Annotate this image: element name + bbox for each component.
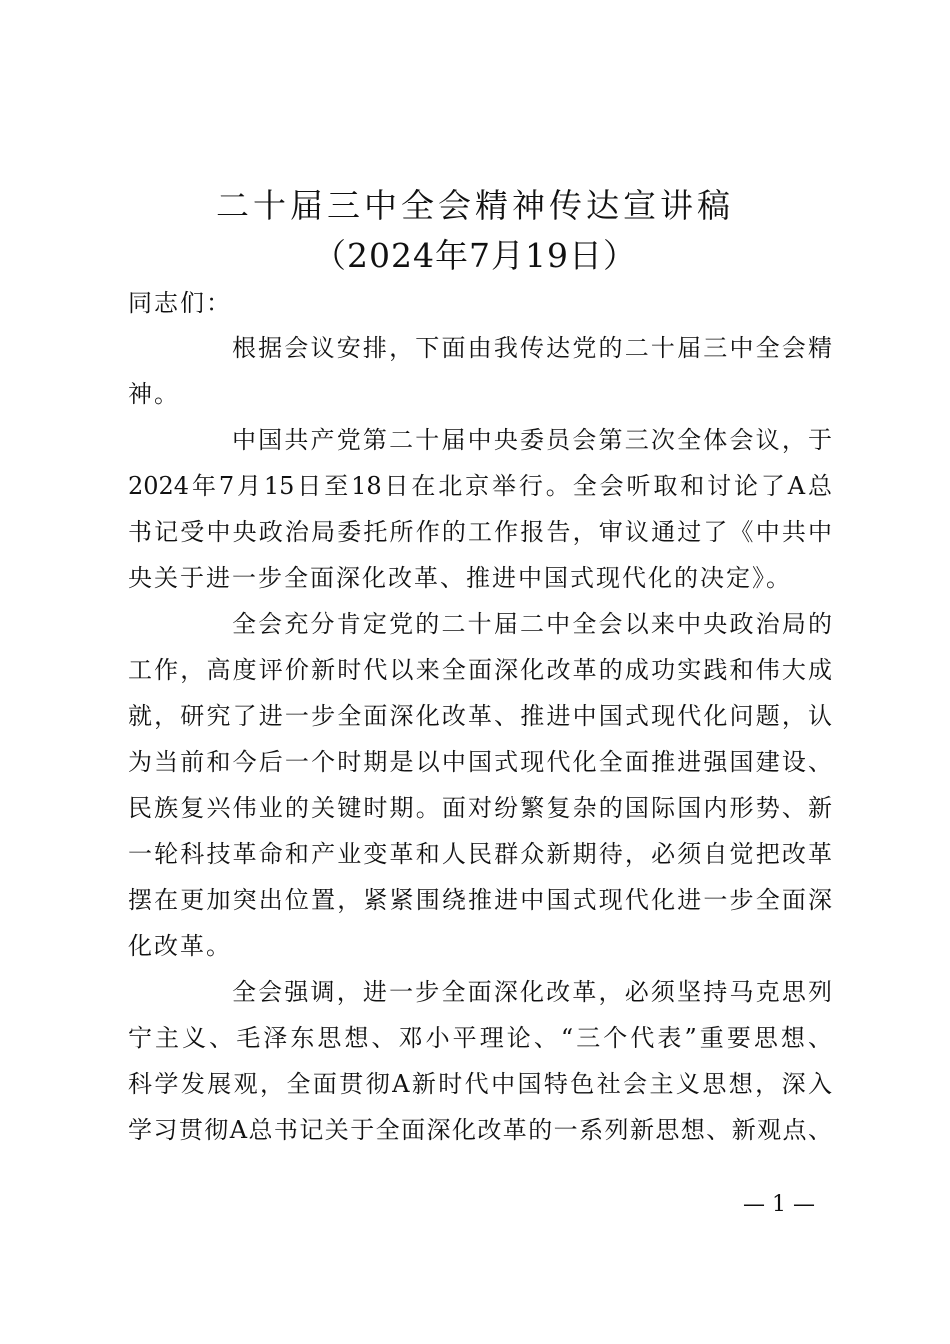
body-line: 书记受中央政治局委托所作的工作报告，审议通过了《中共中 <box>128 518 832 546</box>
body-line: 神。 <box>128 380 180 408</box>
body-line: 民族复兴伟业的关键时期。面对纷繁复杂的国际国内形势、新 <box>128 794 832 822</box>
body-line: 工作，高度评价新时代以来全面深化改革的成功实践和伟大成 <box>128 656 832 684</box>
body-line: 宁主义、毛泽东思想、邓小平理论、“三个代表”重要思想、 <box>128 1024 832 1052</box>
body-line: 一轮科技革命和产业变革和人民群众新期待，必须自觉把改革 <box>128 840 832 868</box>
document-title: 二十届三中全会精神传达宣讲稿 <box>216 186 734 225</box>
body-line: 2024年7月15日至18日在北京举行。全会听取和讨论了A总 <box>128 472 832 500</box>
page-number: — 1 — <box>743 1192 815 1217</box>
body-line: 中国共产党第二十届中央委员会第三次全体会议，于 <box>232 426 832 454</box>
document-date: （2024年7月19日） <box>313 236 637 275</box>
body-line: 学习贯彻A总书记关于全面深化改革的一系列新思想、新观点、 <box>128 1116 832 1144</box>
body-line: 央关于进一步全面深化改革、推进中国式现代化的决定》。 <box>128 564 792 592</box>
body-line: 就，研究了进一步全面深化改革、推进中国式现代化问题，认 <box>128 702 832 730</box>
body-line: 摆在更加突出位置，紧紧围绕推进中国式现代化进一步全面深 <box>128 886 832 914</box>
body-line: 为当前和今后一个时期是以中国式现代化全面推进强国建设、 <box>128 748 832 776</box>
body-line: 科学发展观，全面贯彻A新时代中国特色社会主义思想，深入 <box>128 1070 832 1098</box>
body-line: 全会充分肯定党的二十届二中全会以来中央政治局的 <box>232 610 832 638</box>
greeting: 同志们： <box>128 289 232 317</box>
body-line: 化改革。 <box>128 932 232 960</box>
body-line: 根据会议安排，下面由我传达党的二十届三中全会精 <box>232 334 832 362</box>
body-line: 全会强调，进一步全面深化改革，必须坚持马克思列 <box>232 978 832 1006</box>
